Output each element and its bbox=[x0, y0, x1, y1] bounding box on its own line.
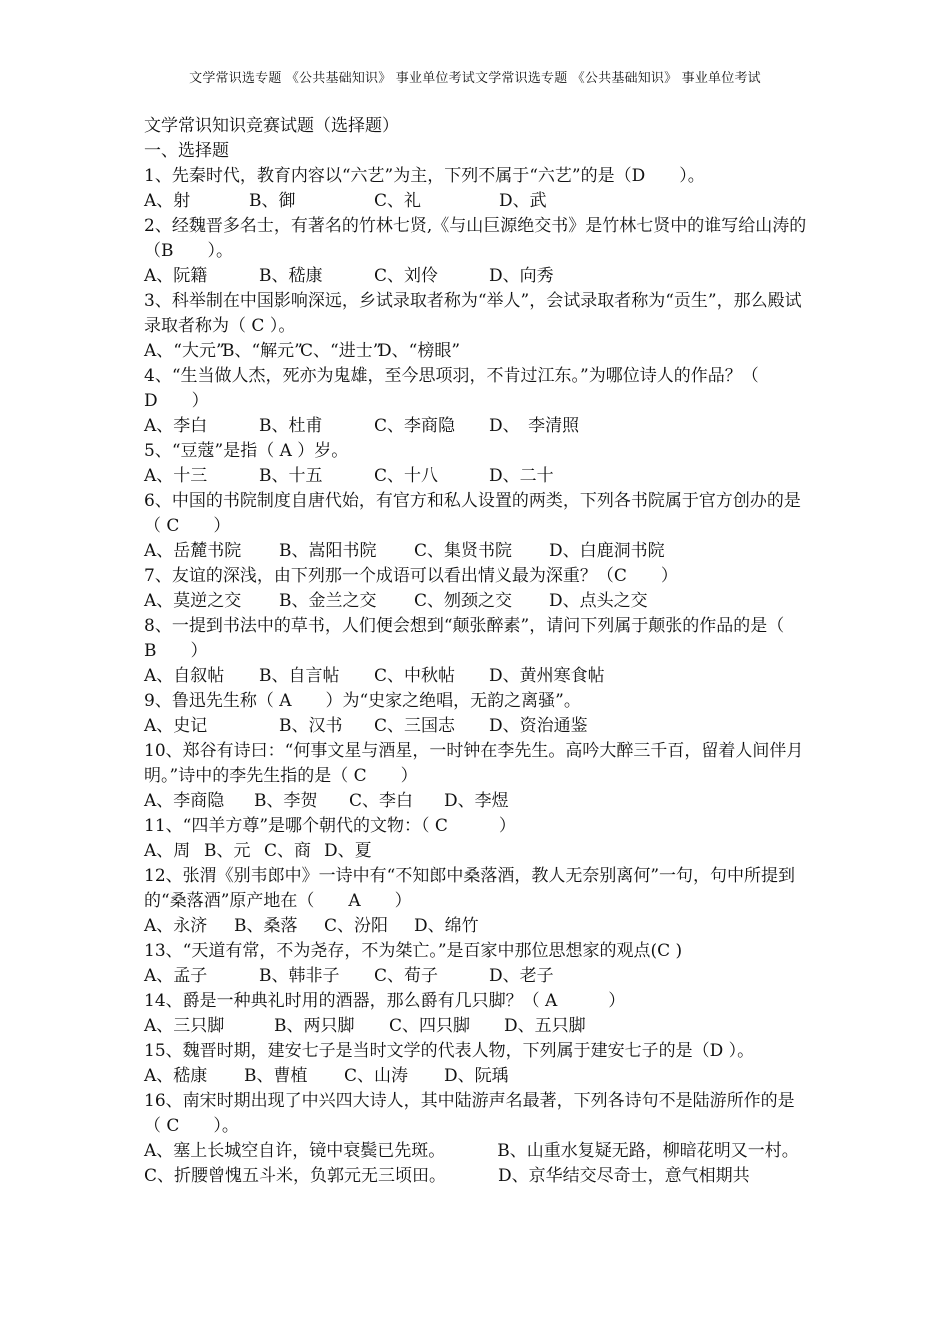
answer-option: C、刘伶 bbox=[374, 266, 439, 286]
answer-option: D、绵竹 bbox=[414, 916, 479, 936]
answer-option: A、岳麓书院 bbox=[144, 541, 242, 561]
q16-option-line-1 bbox=[144, 1139, 810, 1164]
answer-option: D、黄州寒食帖 bbox=[489, 666, 605, 686]
question-text: 15、魏晋时期，建安七子是当时文学的代表人物，下列属于建安七子的是（D ）。 bbox=[144, 1041, 755, 1061]
answer-option: C、“进士” bbox=[300, 341, 382, 361]
answer-option: B、韩非子 bbox=[259, 966, 340, 986]
question-text: 6、中国的书院制度自唐代始，有官方和私人设置的两类，下列各书院属于官方创办的是（ C ） bbox=[144, 491, 801, 536]
answer-option: C、刎颈之交 bbox=[414, 591, 513, 611]
answer-option: C、汾阳 bbox=[324, 916, 389, 936]
answer-option: D、夏 bbox=[324, 841, 372, 861]
answer-option: A、十三 bbox=[144, 466, 208, 486]
question-text: 8、一提到书法中的草书，人们便会想到“颠张醉素”，请问下列属于颠张的作品的是（ B ） bbox=[144, 616, 785, 661]
question-text: 5、“豆蔻”是指（ A ）岁。 bbox=[144, 441, 349, 461]
answer-option: A、射 bbox=[144, 191, 191, 211]
answer-option: C、礼 bbox=[374, 191, 422, 211]
answer-option: D、李煜 bbox=[444, 791, 509, 811]
answer-options bbox=[144, 189, 810, 214]
answer-option: D、“榜眼” bbox=[378, 341, 461, 361]
answer-option: D、二十 bbox=[489, 466, 554, 486]
answer-option: C、集贤书院 bbox=[414, 541, 513, 561]
answer-option: A、嵇康 bbox=[144, 1066, 208, 1086]
answer-option: D、白鹿洞书院 bbox=[549, 541, 665, 561]
answer-option: C、三国志 bbox=[374, 716, 456, 736]
answer-option: C、四只脚 bbox=[389, 1016, 471, 1036]
answer-option: D、武 bbox=[499, 191, 547, 211]
answer-option: A、孟子 bbox=[144, 966, 208, 986]
answer-option: B、桑落 bbox=[234, 916, 298, 936]
answer-option: A、永济 bbox=[144, 916, 208, 936]
answer-option: B、嵩阳书院 bbox=[279, 541, 377, 561]
q16-option-d: D、京华结交尽奇士，意气相期共 bbox=[498, 1166, 750, 1186]
question-text: 2、经魏晋多名士，有著名的竹林七贤,《与山巨源绝交书》是竹林七贤中的谁写给山涛的（B ）。 bbox=[144, 216, 807, 261]
answer-option: C、李白 bbox=[349, 791, 414, 811]
answer-option: C、山涛 bbox=[344, 1066, 409, 1086]
answer-options bbox=[144, 539, 810, 564]
answer-option: B、李贺 bbox=[254, 791, 318, 811]
answer-option: B、嵇康 bbox=[259, 266, 323, 286]
section-heading: 一、选择题 bbox=[144, 141, 229, 161]
question-text: 4、“生当做人杰，死亦为鬼雄，至今思项羽，不肯过江东。”为哪位诗人的作品？（ D ） bbox=[144, 366, 759, 411]
answer-option: B、金兰之交 bbox=[279, 591, 377, 611]
question-text: 13、“天道有常，不为尧存，不为桀亡。”是百家中那位思想家的观点(C ) bbox=[144, 941, 683, 961]
answer-option: A、三只脚 bbox=[144, 1016, 225, 1036]
answer-option: B、两只脚 bbox=[274, 1016, 355, 1036]
answer-options bbox=[144, 1014, 810, 1039]
document-title: 文学常识知识竞赛试题（选择题） bbox=[144, 116, 399, 136]
answer-option: B、曹植 bbox=[244, 1066, 308, 1086]
q16-option-line-2 bbox=[144, 1164, 810, 1189]
answer-options bbox=[144, 839, 810, 864]
answer-options bbox=[144, 589, 810, 614]
question-text: 3、科举制在中国影响深远，乡试录取者称为“举人”，会试录取者称为“贡生”，那么殿试录取者称为（ C ）。 bbox=[144, 291, 802, 336]
answer-option: C、荀子 bbox=[374, 966, 439, 986]
question-text: 1、先秦时代，教育内容以“六艺”为主，下列不属于“六艺”的是（D ）。 bbox=[144, 166, 705, 186]
answer-options bbox=[144, 964, 810, 989]
answer-option: C、中秋帖 bbox=[374, 666, 456, 686]
answer-options bbox=[144, 414, 810, 439]
answer-options bbox=[144, 464, 810, 489]
answer-option: A、自叙帖 bbox=[144, 666, 225, 686]
answer-options bbox=[144, 714, 810, 739]
running-header: 文学常识选专题 《公共基础知识》 事业单位考试文学常识选专题 《公共基础知识》 事业单位考试 bbox=[189, 71, 761, 86]
answer-option: B、十五 bbox=[259, 466, 323, 486]
answer-option: D、 李清照 bbox=[489, 416, 580, 436]
answer-option: B、自言帖 bbox=[259, 666, 340, 686]
answer-option: B、杜甫 bbox=[259, 416, 323, 436]
answer-option: D、资治通鉴 bbox=[489, 716, 588, 736]
answer-options bbox=[144, 1064, 810, 1089]
answer-option: A、周 bbox=[144, 841, 191, 861]
q16-option-a: A、塞上长城空自许，镜中衰鬓已先斑。 bbox=[144, 1141, 446, 1161]
question-list bbox=[144, 164, 810, 1139]
answer-option: C、十八 bbox=[374, 466, 439, 486]
q16-option-b: B、山重水复疑无路，柳暗花明又一村。 bbox=[497, 1141, 799, 1161]
answer-option: B、元 bbox=[204, 841, 251, 861]
q16-option-c: C、折腰曾愧五斗米，负郭元无三顷田。 bbox=[144, 1166, 447, 1186]
question-text: 10、郑谷有诗曰：“何事文星与酒星，一时钟在李先生。高吟大醉三千百，留着人间伴月明。”诗中的李先生指的是（ C ） bbox=[144, 741, 804, 786]
answer-option: A、“大元” bbox=[144, 341, 225, 361]
answer-option: B、御 bbox=[249, 191, 296, 211]
answer-option: D、阮瑀 bbox=[444, 1066, 509, 1086]
answer-option: D、老子 bbox=[489, 966, 554, 986]
answer-option: D、五只脚 bbox=[504, 1016, 586, 1036]
question-text: 14、爵是一种典礼时用的酒器，那么爵有几只脚？（ A ） bbox=[144, 991, 626, 1011]
question-text: 7、友谊的深浅，由下列那一个成语可以看出情义最为深重？（C ） bbox=[144, 566, 678, 586]
question-text: 9、鲁迅先生称（ A ）为“史家之绝唱，无韵之离骚”。 bbox=[144, 691, 581, 711]
answer-option: A、李白 bbox=[144, 416, 208, 436]
answer-options bbox=[144, 264, 810, 289]
answer-option: A、李商隐 bbox=[144, 791, 225, 811]
question-text: 16、南宋时期出现了中兴四大诗人，其中陆游声名最著，下列各诗句不是陆游所作的是（ C ）。 bbox=[144, 1091, 795, 1136]
answer-option: B、汉书 bbox=[279, 716, 343, 736]
answer-option: C、商 bbox=[264, 841, 312, 861]
question-text: 11、“四羊方尊”是哪个朝代的文物：（ C ） bbox=[144, 816, 516, 836]
answer-option: C、李商隐 bbox=[374, 416, 456, 436]
question-text: 12、张渭《别韦郎中》一诗中有“不知郎中桑落酒，教人无奈别离何”一句，句中所提到的“桑落酒”原产地在（ A ） bbox=[144, 866, 796, 911]
answer-option: A、莫逆之交 bbox=[144, 591, 242, 611]
document-body bbox=[144, 114, 810, 1189]
answer-option: D、点头之交 bbox=[549, 591, 648, 611]
answer-option: B、“解元” bbox=[222, 341, 303, 361]
answer-options bbox=[144, 914, 810, 939]
answer-options bbox=[144, 789, 810, 814]
answer-option: A、史记 bbox=[144, 716, 208, 736]
answer-option: D、向秀 bbox=[489, 266, 554, 286]
answer-options bbox=[144, 664, 810, 689]
answer-options bbox=[144, 339, 810, 364]
answer-option: A、阮籍 bbox=[144, 266, 208, 286]
